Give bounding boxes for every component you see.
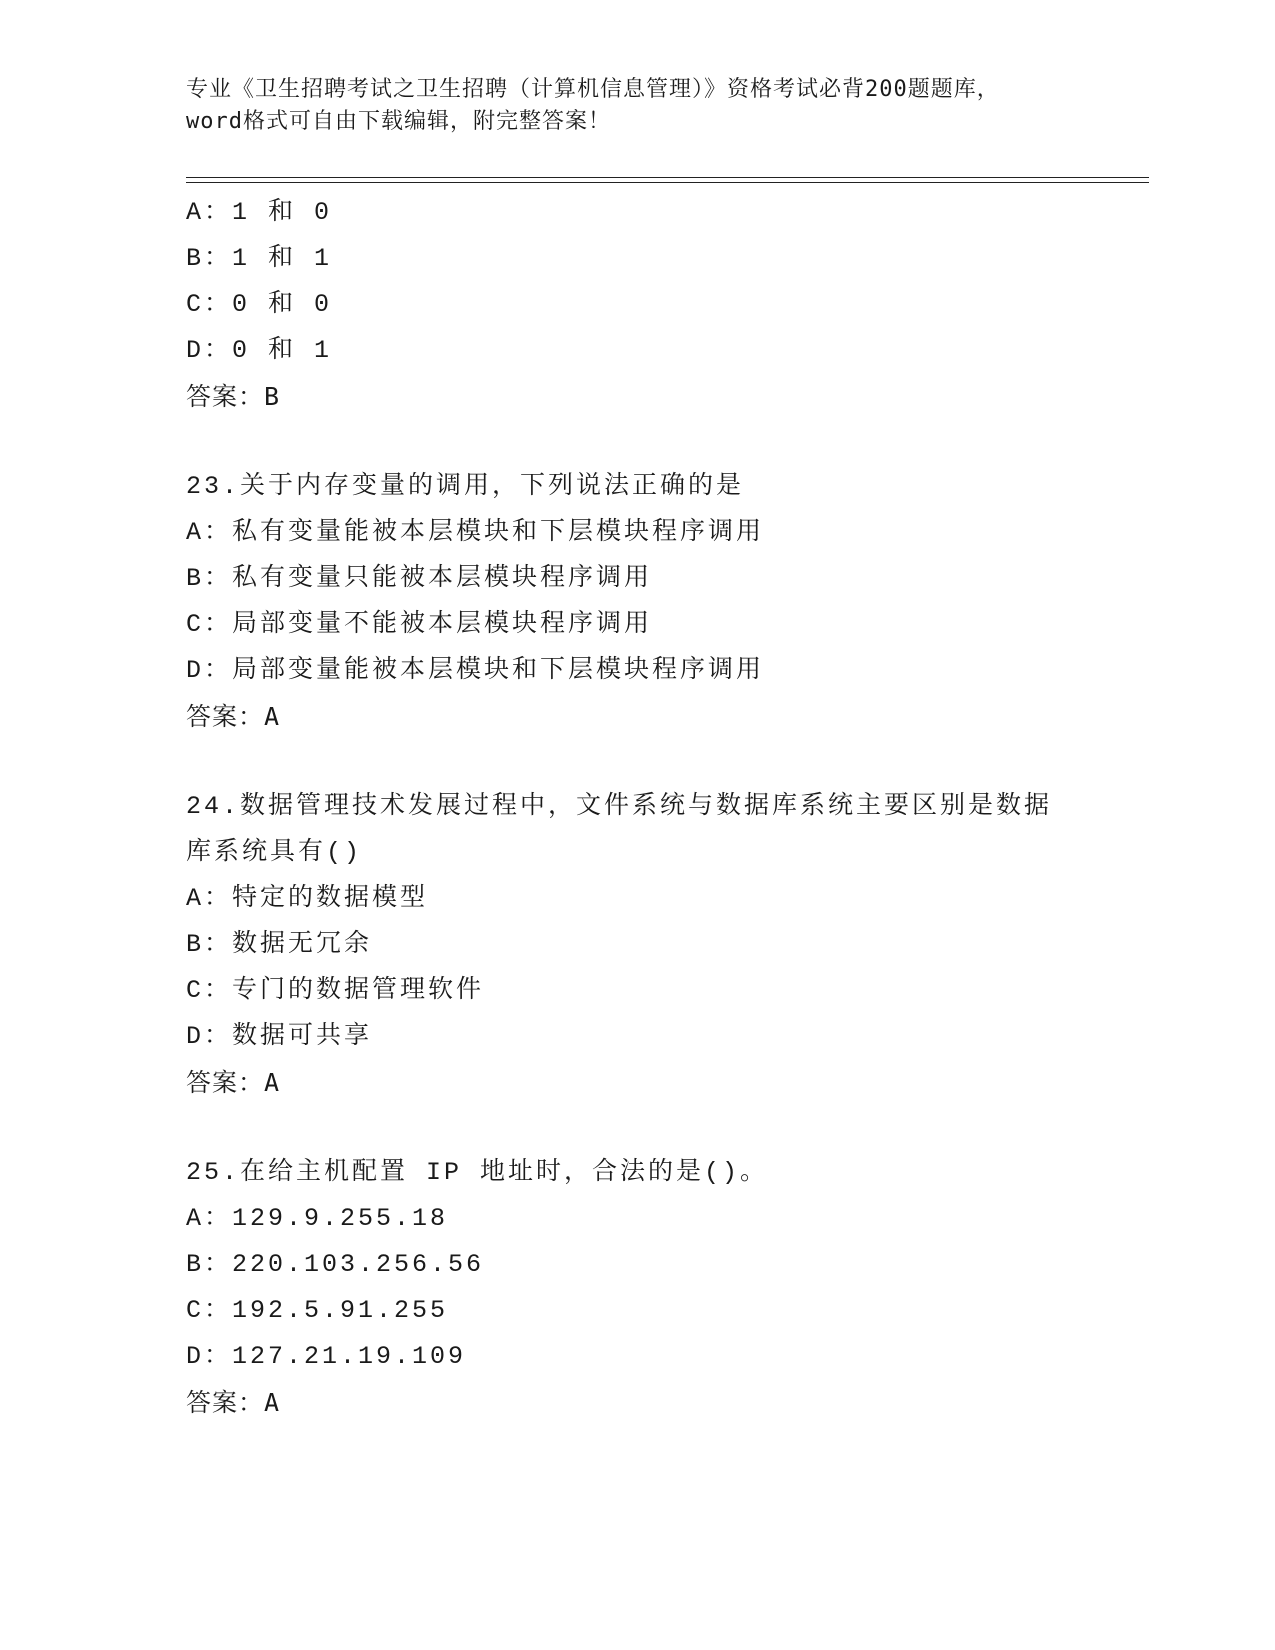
document-header — [186, 74, 1086, 138]
question-24-block — [186, 784, 1086, 1106]
answer-line: 答案：A — [186, 1388, 281, 1417]
option-label: A： — [186, 1204, 233, 1233]
option-text: 0 和 1 — [232, 336, 333, 365]
option-text: 129.9.255.18 — [232, 1204, 449, 1233]
option-a — [186, 190, 1086, 236]
option-d — [186, 648, 1086, 694]
option-c — [186, 602, 1086, 648]
option-a — [186, 1196, 1086, 1242]
option-c — [186, 1288, 1086, 1334]
option-text: 特定的数据模型 — [232, 884, 429, 913]
option-b — [186, 236, 1086, 282]
option-text: 局部变量不能被本层模块程序调用 — [232, 610, 653, 639]
option-text: 私有变量只能被本层模块程序调用 — [232, 564, 653, 593]
option-label: C： — [186, 290, 233, 319]
option-c — [186, 282, 1086, 328]
question-stem: 23.关于内存变量的调用，下列说法正确的是 — [186, 472, 745, 501]
spacer — [186, 740, 1086, 784]
option-label: A： — [186, 518, 233, 547]
option-d — [186, 1014, 1086, 1060]
option-text: 数据可共享 — [232, 1022, 373, 1051]
option-text: 私有变量能被本层模块和下层模块程序调用 — [232, 518, 765, 547]
question-23-block — [186, 464, 1086, 740]
question-content — [186, 190, 1086, 1426]
option-b — [186, 922, 1086, 968]
option-label: D： — [186, 1022, 233, 1051]
spacer — [186, 420, 1086, 464]
option-text: 0 和 0 — [232, 290, 333, 319]
option-c — [186, 968, 1086, 1014]
option-label: B： — [186, 1250, 233, 1279]
option-label: A： — [186, 198, 233, 227]
question-25-block — [186, 1150, 1086, 1426]
option-a — [186, 510, 1086, 556]
option-label: A： — [186, 884, 233, 913]
spacer — [186, 1106, 1086, 1150]
option-text: 局部变量能被本层模块和下层模块程序调用 — [232, 656, 765, 685]
option-a — [186, 876, 1086, 922]
header-line-2: word格式可自由下载编辑，附完整答案！ — [186, 109, 611, 134]
option-label: B： — [186, 930, 233, 959]
option-label: D： — [186, 336, 233, 365]
option-text: 220.103.256.56 — [232, 1250, 485, 1279]
option-b — [186, 1242, 1086, 1288]
option-label: C： — [186, 976, 233, 1005]
option-d — [186, 328, 1086, 374]
option-text: 192.5.91.255 — [232, 1296, 449, 1325]
option-label: B： — [186, 244, 233, 273]
option-text: 数据无冗余 — [232, 930, 373, 959]
option-label: C： — [186, 610, 233, 639]
prev-question-block — [186, 190, 1086, 420]
question-stem: 24.数据管理技术发展过程中，文件系统与数据库系统主要区别是数据 — [186, 792, 1053, 821]
option-d — [186, 1334, 1086, 1380]
header-line-1: 专业《卫生招聘考试之卫生招聘（计算机信息管理）》资格考试必背200题题库， — [186, 77, 1000, 102]
question-stem: 25.在给主机配置 IP 地址时，合法的是()。 — [186, 1158, 769, 1187]
answer-line: 答案：A — [186, 1068, 281, 1097]
question-stem-continued: 库系统具有() — [186, 838, 363, 867]
option-label: B： — [186, 564, 233, 593]
option-text: 1 和 1 — [232, 244, 333, 273]
option-text: 专门的数据管理软件 — [232, 976, 485, 1005]
header-rule-top — [186, 177, 1149, 178]
answer-line: 答案：B — [186, 382, 281, 411]
option-label: D： — [186, 1342, 233, 1371]
option-text: 127.21.19.109 — [232, 1342, 467, 1371]
option-label: D： — [186, 656, 233, 685]
answer-line: 答案：A — [186, 702, 281, 731]
option-b — [186, 556, 1086, 602]
option-label: C： — [186, 1296, 233, 1325]
header-rule-bottom — [186, 182, 1149, 183]
option-text: 1 和 0 — [232, 198, 333, 227]
